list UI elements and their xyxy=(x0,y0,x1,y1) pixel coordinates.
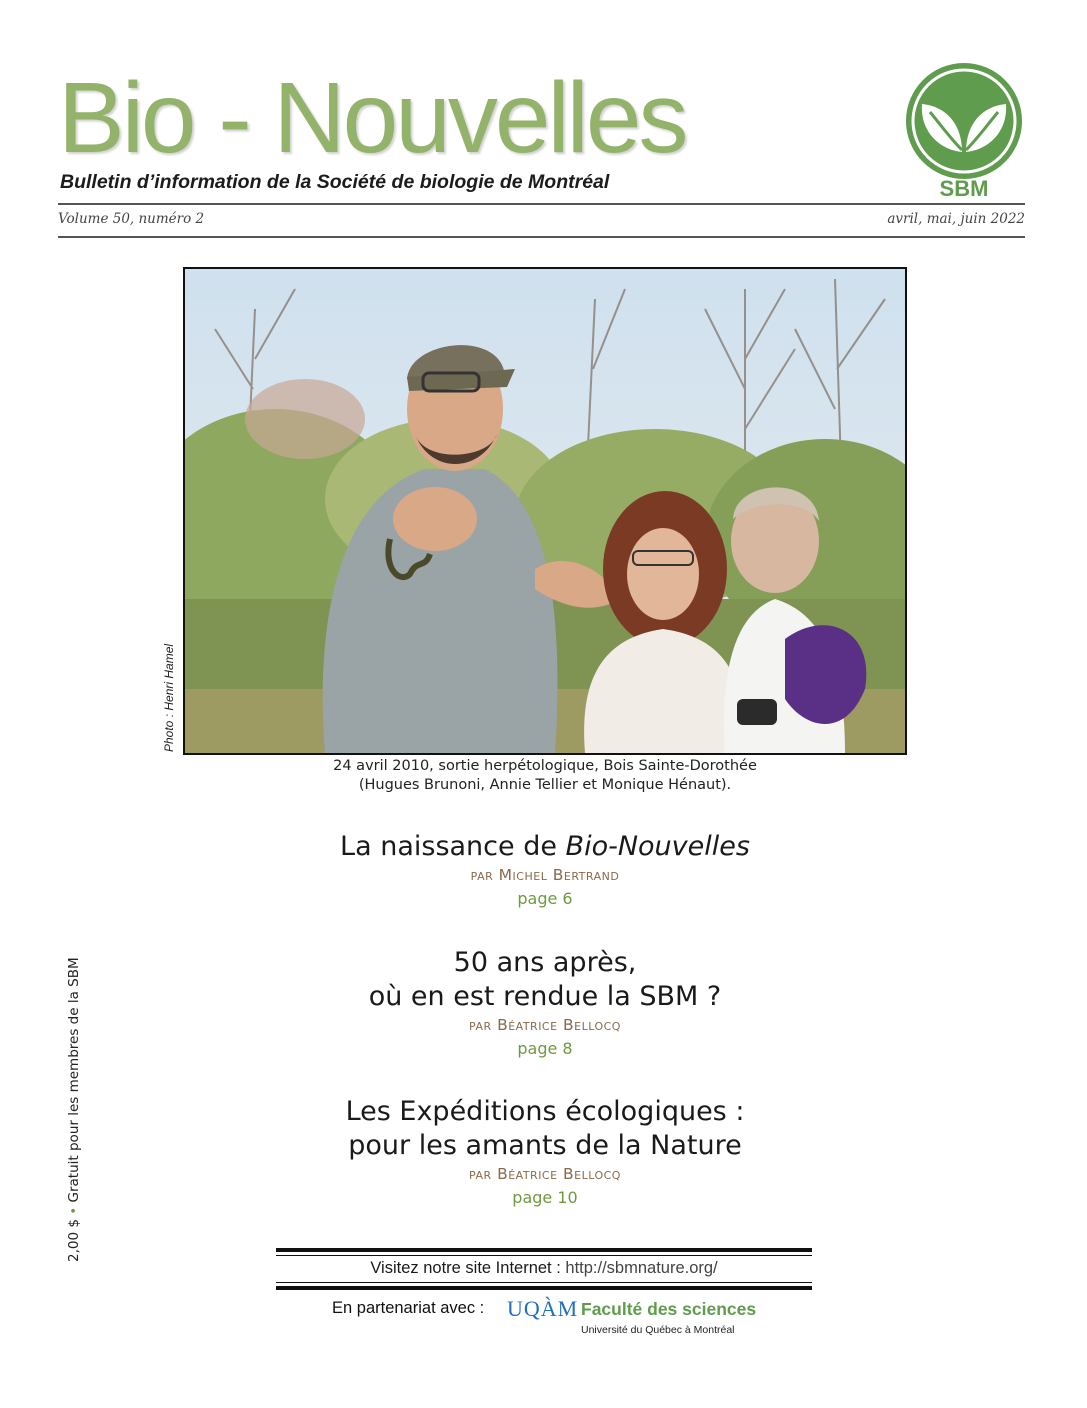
footer-rule-thick-top xyxy=(276,1248,812,1252)
cover-photo-illustration xyxy=(185,269,905,753)
article-2-title-line2: où en est rendue la SBM ? xyxy=(368,981,722,1012)
sbm-logo-text: SBM xyxy=(939,176,989,201)
website-label: Visitez notre site Internet : xyxy=(370,1259,566,1277)
photo-caption-line2: (Hugues Brunoni, Annie Tellier et Monique Hénaut). xyxy=(358,777,732,793)
separator-dot: • xyxy=(66,1206,82,1215)
footer-rule-thin-top xyxy=(276,1255,812,1256)
article-3 xyxy=(183,1095,907,1211)
sbm-logo-icon xyxy=(900,60,1028,182)
volume-number: Volume 50, numéro 2 xyxy=(58,211,205,227)
article-1-page-link[interactable]: page 6 xyxy=(517,889,573,908)
newsletter-subtitle: Bulletin d’information de la Société de biologie de Montréal xyxy=(60,171,610,193)
masthead-rule-top xyxy=(58,203,1025,205)
issue-date: avril, mai, juin 2022 xyxy=(887,211,1025,227)
article-1-title xyxy=(183,830,907,864)
price: 2,00 $ xyxy=(66,1219,82,1262)
article-3-byline: par Béatrice Bellocq xyxy=(469,1165,621,1183)
article-1-title-prefix: La naissance de xyxy=(340,831,566,862)
article-1-title-emphasis: Bio-Nouvelles xyxy=(565,831,750,862)
cover-photo xyxy=(183,267,907,755)
partner-label: En partenariat avec : xyxy=(332,1299,485,1317)
footer-rule-thick-bottom xyxy=(276,1286,812,1290)
masthead-rule-bottom xyxy=(58,236,1025,238)
newsletter-title: Bio - Nouvelles xyxy=(58,62,686,174)
article-2 xyxy=(183,946,907,1062)
article-2-byline: par Béatrice Bellocq xyxy=(469,1016,621,1034)
faculty-name: Faculté des sciences xyxy=(581,1299,757,1319)
photo-caption-line1: 24 avril 2010, sortie herpétologique, Bois Sainte-Dorothée xyxy=(333,758,757,774)
price-note xyxy=(66,957,82,1262)
uqam-logo: UQÀM xyxy=(507,1296,579,1321)
free-for-members-note: Gratuit pour les membres de la SBM xyxy=(66,957,82,1203)
article-3-page-link[interactable]: page 10 xyxy=(512,1188,578,1207)
article-2-page-link[interactable]: page 8 xyxy=(517,1039,573,1058)
website-link[interactable]: http://sbmnature.org/ xyxy=(565,1259,718,1277)
article-1 xyxy=(183,830,907,912)
article-3-title-line2: pour les amants de la Nature xyxy=(348,1130,742,1161)
footer-rule-thin-bottom xyxy=(276,1282,812,1283)
article-1-byline: par Michel Bertrand xyxy=(470,866,620,884)
article-3-title-line1: Les Expéditions écologiques : xyxy=(345,1096,745,1127)
article-2-title-line1: 50 ans après, xyxy=(453,947,637,978)
photo-credit: Photo : Henri Hamel xyxy=(162,643,176,752)
website-line xyxy=(276,1259,812,1278)
university-name: Université du Québec à Montréal xyxy=(581,1324,735,1336)
